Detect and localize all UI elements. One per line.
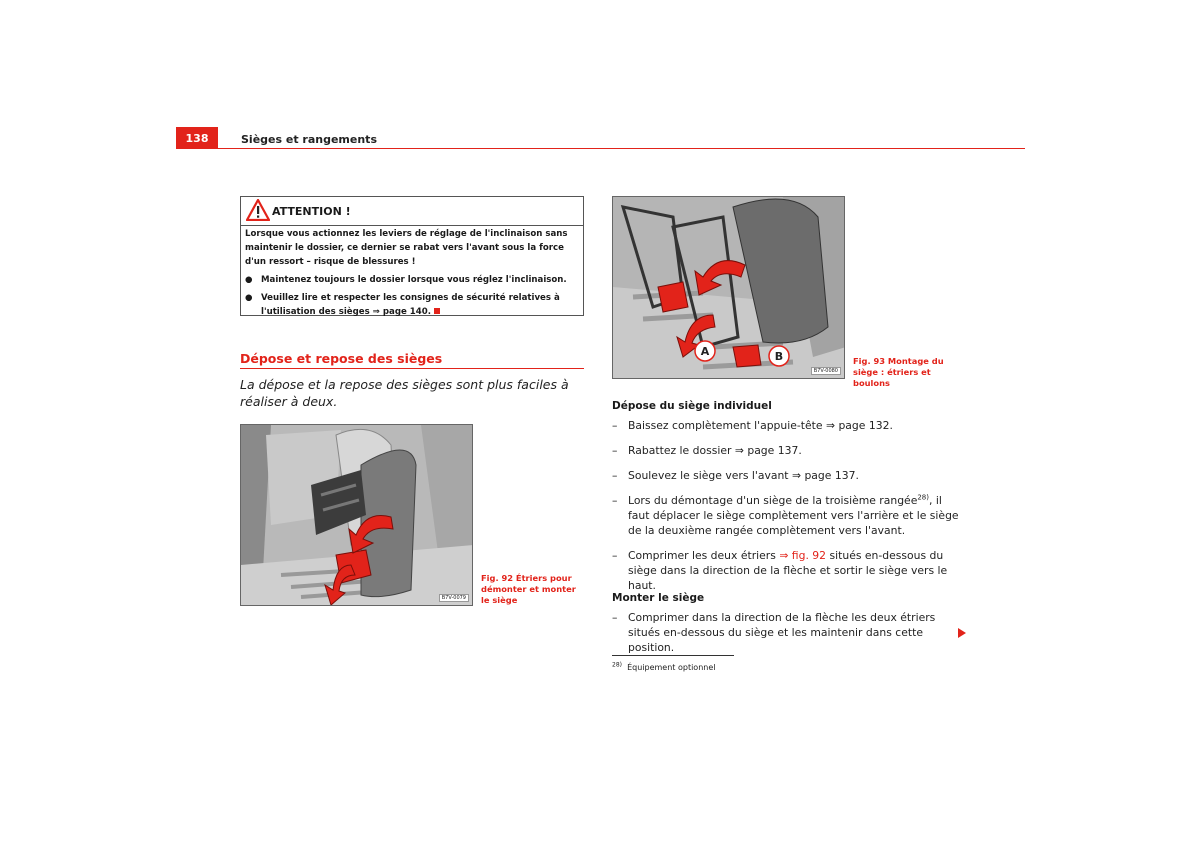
list-item-text: situés en-dessous du siège dans la direction de la flèche et sortir le siège vers le haut.: [628, 549, 948, 592]
seat-stirrups-illustration: [241, 425, 473, 606]
list-item: – Baissez complètement l'appuie-tête ⇒ page 132.: [612, 418, 962, 433]
list-item: – Soulevez le siège vers l'avant ⇒ page 137.: [612, 468, 962, 483]
warning-body: [245, 227, 581, 319]
list-item-text: Lors du démontage d'un siège de la troisième rangée: [628, 494, 918, 507]
warning-bullet: [245, 291, 581, 319]
list-item: – Comprimer les deux étriers ⇒ fig. 92 situés en-dessous du siège dans la direction de la flèche et sortir le siège vers le haut.: [612, 549, 948, 592]
list-item-text: Soulevez le siège vers l'avant ⇒ page 137.: [628, 469, 859, 482]
seat-mounting-illustration: [613, 197, 845, 379]
lead-paragraph: La dépose et la repose des sièges sont plus faciles à réaliser à deux.: [240, 377, 569, 409]
figure-link[interactable]: ⇒ fig. 92: [779, 549, 827, 562]
next-page-arrow-icon[interactable]: [958, 628, 966, 638]
list-item-text: Rabattez le dossier ⇒ page 137.: [628, 444, 802, 457]
section-header-title: Sièges et rangements: [241, 133, 377, 146]
footnote-marker: 28): [612, 661, 622, 669]
subsection-title-depose: Dépose du siège individuel: [612, 400, 772, 412]
warning-bullet-text: Maintenez toujours le dossier lorsque vous réglez l'inclinaison.: [261, 275, 567, 285]
list-item: – Rabattez le dossier ⇒ page 137.: [612, 443, 962, 458]
footnote-text: Équipement optionnel: [627, 663, 716, 672]
warning-bullet-text: Veuillez lire et respecter les consignes de sécurité relatives à l'utilisation des sièges ⇒ page 140.: [261, 293, 560, 317]
figure-93-caption: Fig. 93 Montage du siège : étriers et boulons: [853, 356, 944, 388]
end-square-icon: [434, 308, 440, 314]
warning-box: [240, 196, 584, 316]
footnote-divider: [612, 655, 734, 656]
label-a: A: [700, 345, 710, 358]
warning-bullet: [245, 273, 581, 287]
warning-triangle-icon: [246, 199, 270, 221]
list-item-text: Baissez complètement l'appuie-tête ⇒ page 132.: [628, 419, 893, 432]
list-item-text: Comprimer les deux étriers: [628, 549, 780, 562]
figure-code: B7V-0079: [439, 594, 469, 602]
bullet-dot-icon: ●: [245, 293, 253, 303]
footnote-ref[interactable]: 28): [917, 493, 929, 502]
bullet-dot-icon: ●: [245, 275, 253, 285]
figure-92-image: [240, 424, 473, 606]
label-b: B: [774, 350, 784, 363]
footnote: [612, 663, 715, 672]
warning-title: ATTENTION !: [272, 205, 351, 218]
subsection-title-monter: Monter le siège: [612, 592, 705, 604]
section-title: Dépose et repose des sièges: [240, 351, 443, 366]
figure-92-caption: Fig. 92 Étriers pour démonter et monter le siège: [481, 573, 576, 605]
list-item: – Comprimer dans la direction de la flèche les deux étriers situés en-dessous du siège et les maintenir dans cette position.: [612, 610, 962, 655]
warning-intro: Lorsque vous actionnez les leviers de réglage de l'inclinaison sans maintenir le dossier, ce dernier se rabat vers l'avant sous la force d'un ressort – risque de blessures !: [245, 229, 568, 267]
header-divider: [176, 148, 1025, 149]
figure-93-image: [612, 196, 845, 379]
warning-header: [241, 197, 583, 226]
list-item-text: Comprimer dans la direction de la flèche les deux étriers situés en-dessous du siège et les maintenir dans cette position.: [628, 611, 936, 654]
list-item-text: , il faut déplacer le siège complètement vers l'arrière et le siège de la deuxième rangée complètement vers l'avant.: [628, 494, 959, 537]
section-divider: [240, 368, 584, 369]
list-item: – Lors du démontage d'un siège de la troisième rangée$^{28)}$, il faut déplacer le siège complètement vers l'arrière et le siège de la deuxième rangée complètement vers l'avant.: [612, 493, 959, 537]
figure-code: B7V-0080: [811, 367, 841, 375]
page-number: 138: [176, 127, 218, 149]
